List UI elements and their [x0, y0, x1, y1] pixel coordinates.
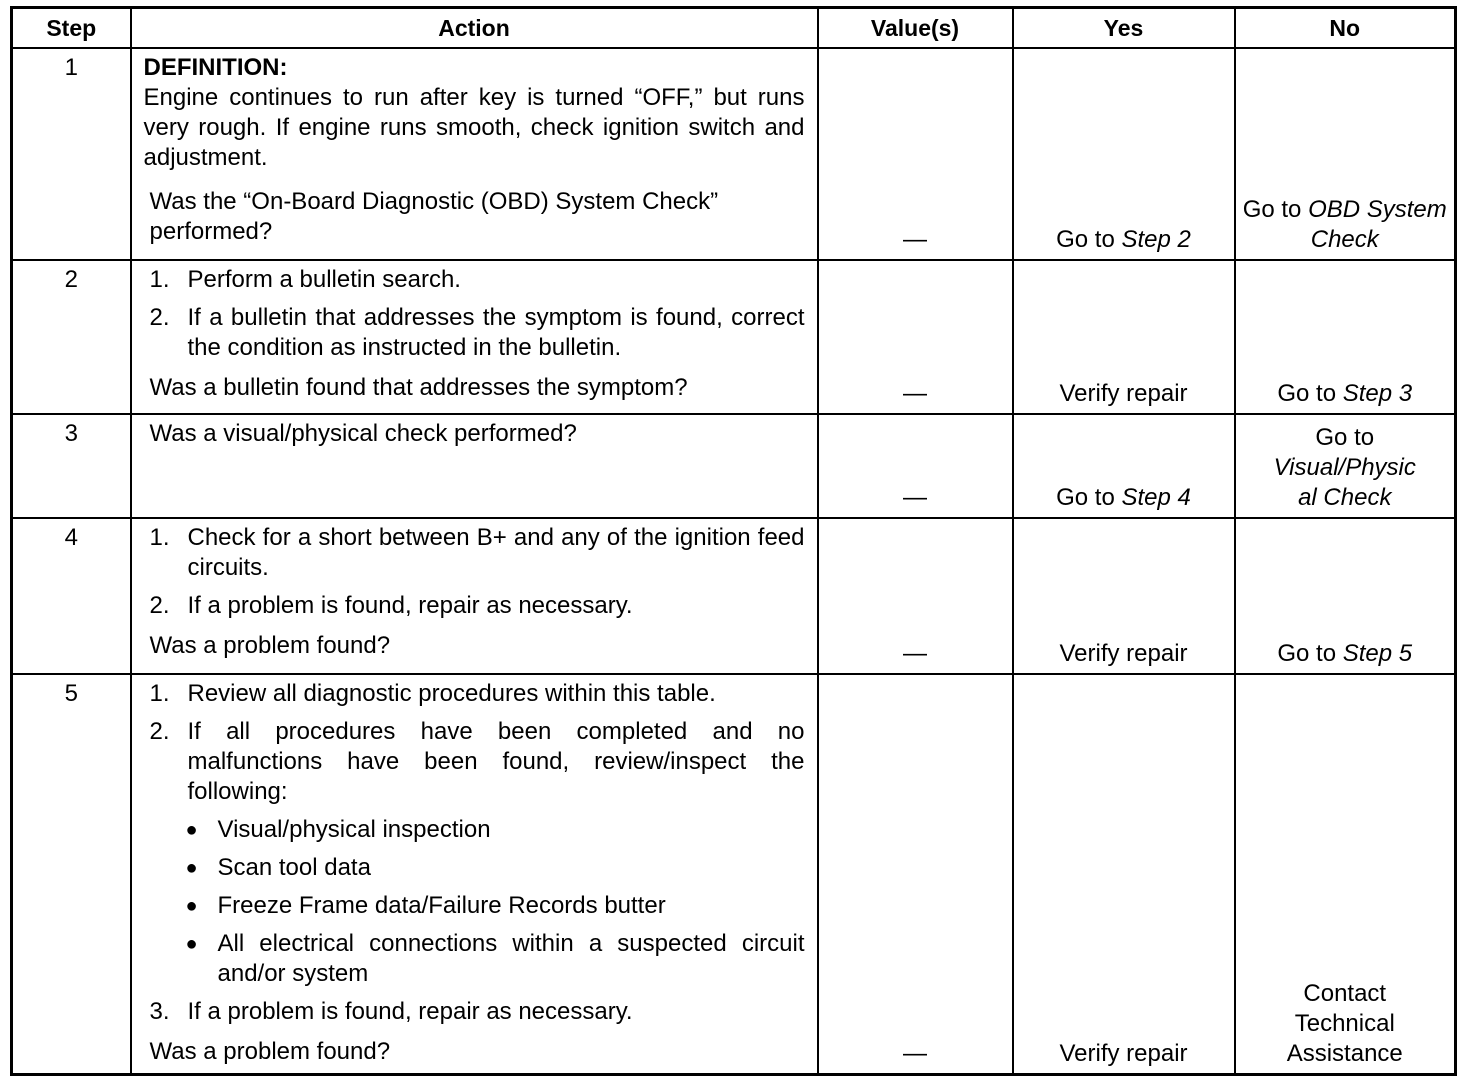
table-row-step-4 [12, 518, 1456, 674]
list-item [148, 523, 805, 583]
bullet-text: Visual/physical inspection [217, 816, 491, 843]
item-text: Check for a short between B+ and any of the ignition feed circuits. [187, 524, 805, 581]
no-prefix: Go to [1277, 380, 1343, 407]
yes-cell: Verify repair [1013, 674, 1235, 1075]
step-number: 3 [12, 414, 131, 518]
question-text: Was a bulletin found that addresses the symptom? [149, 374, 688, 401]
diagnostic-table [10, 6, 1457, 1076]
question-text: Was a visual/physical check performed? [149, 420, 577, 447]
diagnostic-table-container [10, 6, 1457, 1076]
action-cell [131, 414, 818, 518]
yes-cell: Verify repair [1013, 260, 1235, 414]
step-number: 1 [12, 48, 131, 260]
item-number: 1. [149, 266, 170, 293]
no-cell [1235, 260, 1456, 414]
action-cell [131, 518, 818, 674]
yes-cell [1013, 414, 1235, 518]
no-line3: Assistance [1286, 1040, 1403, 1067]
item-number: 3. [149, 998, 170, 1025]
list-item [148, 997, 805, 1027]
list-item [148, 591, 805, 621]
question-text: Was a problem found? [149, 632, 391, 659]
yes-prefix: Go to [1056, 484, 1122, 511]
action-cell [131, 48, 818, 260]
bullet-text: All electrical connections within a suspected circuit and/or system [217, 930, 805, 987]
value-cell: — [818, 518, 1013, 674]
item-text: If all procedures have been completed and no malfunctions have been found, review/inspect the following: [187, 718, 805, 805]
no-line2: Technical [1294, 1010, 1395, 1037]
no-ref-line2: al Check [1298, 484, 1392, 511]
step-number: 4 [12, 518, 131, 674]
action-cell [131, 674, 818, 1075]
header-action: Action [131, 8, 818, 49]
no-prefix: Go to [1315, 424, 1375, 451]
no-cell [1235, 414, 1456, 518]
no-prefix: Go to [1242, 196, 1309, 223]
header-yes: Yes [1013, 8, 1235, 49]
no-cell [1235, 518, 1456, 674]
header-no: No [1235, 8, 1456, 49]
header-row [12, 8, 1456, 49]
value-cell: — [818, 414, 1013, 518]
no-line1: Contact [1303, 980, 1387, 1007]
header-step: Step [12, 8, 131, 49]
yes-prefix: Go to [1056, 226, 1122, 253]
table-row-step-5 [12, 674, 1456, 1075]
bullet-dot-icon: ● [185, 933, 198, 955]
yes-cell [1013, 48, 1235, 260]
item-text: If a problem is found, repair as necessary. [187, 998, 633, 1025]
item-number: 2. [149, 718, 170, 745]
step-number: 5 [12, 674, 131, 1075]
step-number: 2 [12, 260, 131, 414]
table-row-step-2 [12, 260, 1456, 414]
item-number: 1. [149, 524, 170, 551]
value-cell: — [818, 260, 1013, 414]
item-text: If a bulletin that addresses the symptom is found, correct the condition as instructed in the bulletin. [187, 304, 805, 361]
value-cell: — [818, 674, 1013, 1075]
no-cell [1235, 48, 1456, 260]
item-number: 2. [149, 304, 170, 331]
list-item [148, 679, 805, 709]
value-cell: — [818, 48, 1013, 260]
bullet-dot-icon: ● [185, 857, 198, 879]
bullet-item [186, 815, 805, 845]
table-row-step-3 [12, 414, 1456, 518]
item-text: If a problem is found, repair as necessary. [187, 592, 633, 619]
bullet-dot-icon: ● [185, 895, 198, 917]
yes-cell: Verify repair [1013, 518, 1235, 674]
bullet-dot-icon: ● [185, 819, 198, 841]
no-step-ref: Step 5 [1342, 640, 1413, 667]
bullet-text: Scan tool data [217, 854, 371, 881]
bullet-text: Freeze Frame data/Failure Records butter [217, 892, 666, 919]
bullet-item [186, 853, 805, 883]
definition-label: DEFINITION: [143, 54, 288, 81]
list-item [148, 717, 805, 807]
bullet-item [186, 891, 805, 921]
question-text: Was the “On-Board Diagnostic (OBD) System Check” performed? [149, 188, 719, 245]
yes-step-ref: Step 2 [1121, 226, 1191, 253]
no-prefix: Go to [1277, 640, 1343, 667]
no-ref: OBD System Check [1308, 196, 1447, 253]
item-text: Perform a bulletin search. [187, 266, 461, 293]
no-step-ref: Step 3 [1342, 380, 1413, 407]
no-ref-line1: Visual/Physic [1273, 454, 1416, 481]
item-text: Review all diagnostic procedures within this table. [187, 680, 716, 707]
bullet-item [186, 929, 805, 989]
list-item [148, 303, 805, 363]
action-cell [131, 260, 818, 414]
definition-text: Engine continues to run after key is turned “OFF,” but runs very rough. If engine runs smooth, check ignition switch and adjustment. [143, 84, 805, 171]
list-item [148, 265, 805, 295]
question-text: Was a problem found? [149, 1038, 391, 1065]
item-number: 1. [149, 680, 170, 707]
yes-step-ref: Step 4 [1121, 484, 1191, 511]
header-values: Value(s) [818, 8, 1013, 49]
table-row-step-1 [12, 48, 1456, 260]
item-number: 2. [149, 592, 170, 619]
no-cell [1235, 674, 1456, 1075]
